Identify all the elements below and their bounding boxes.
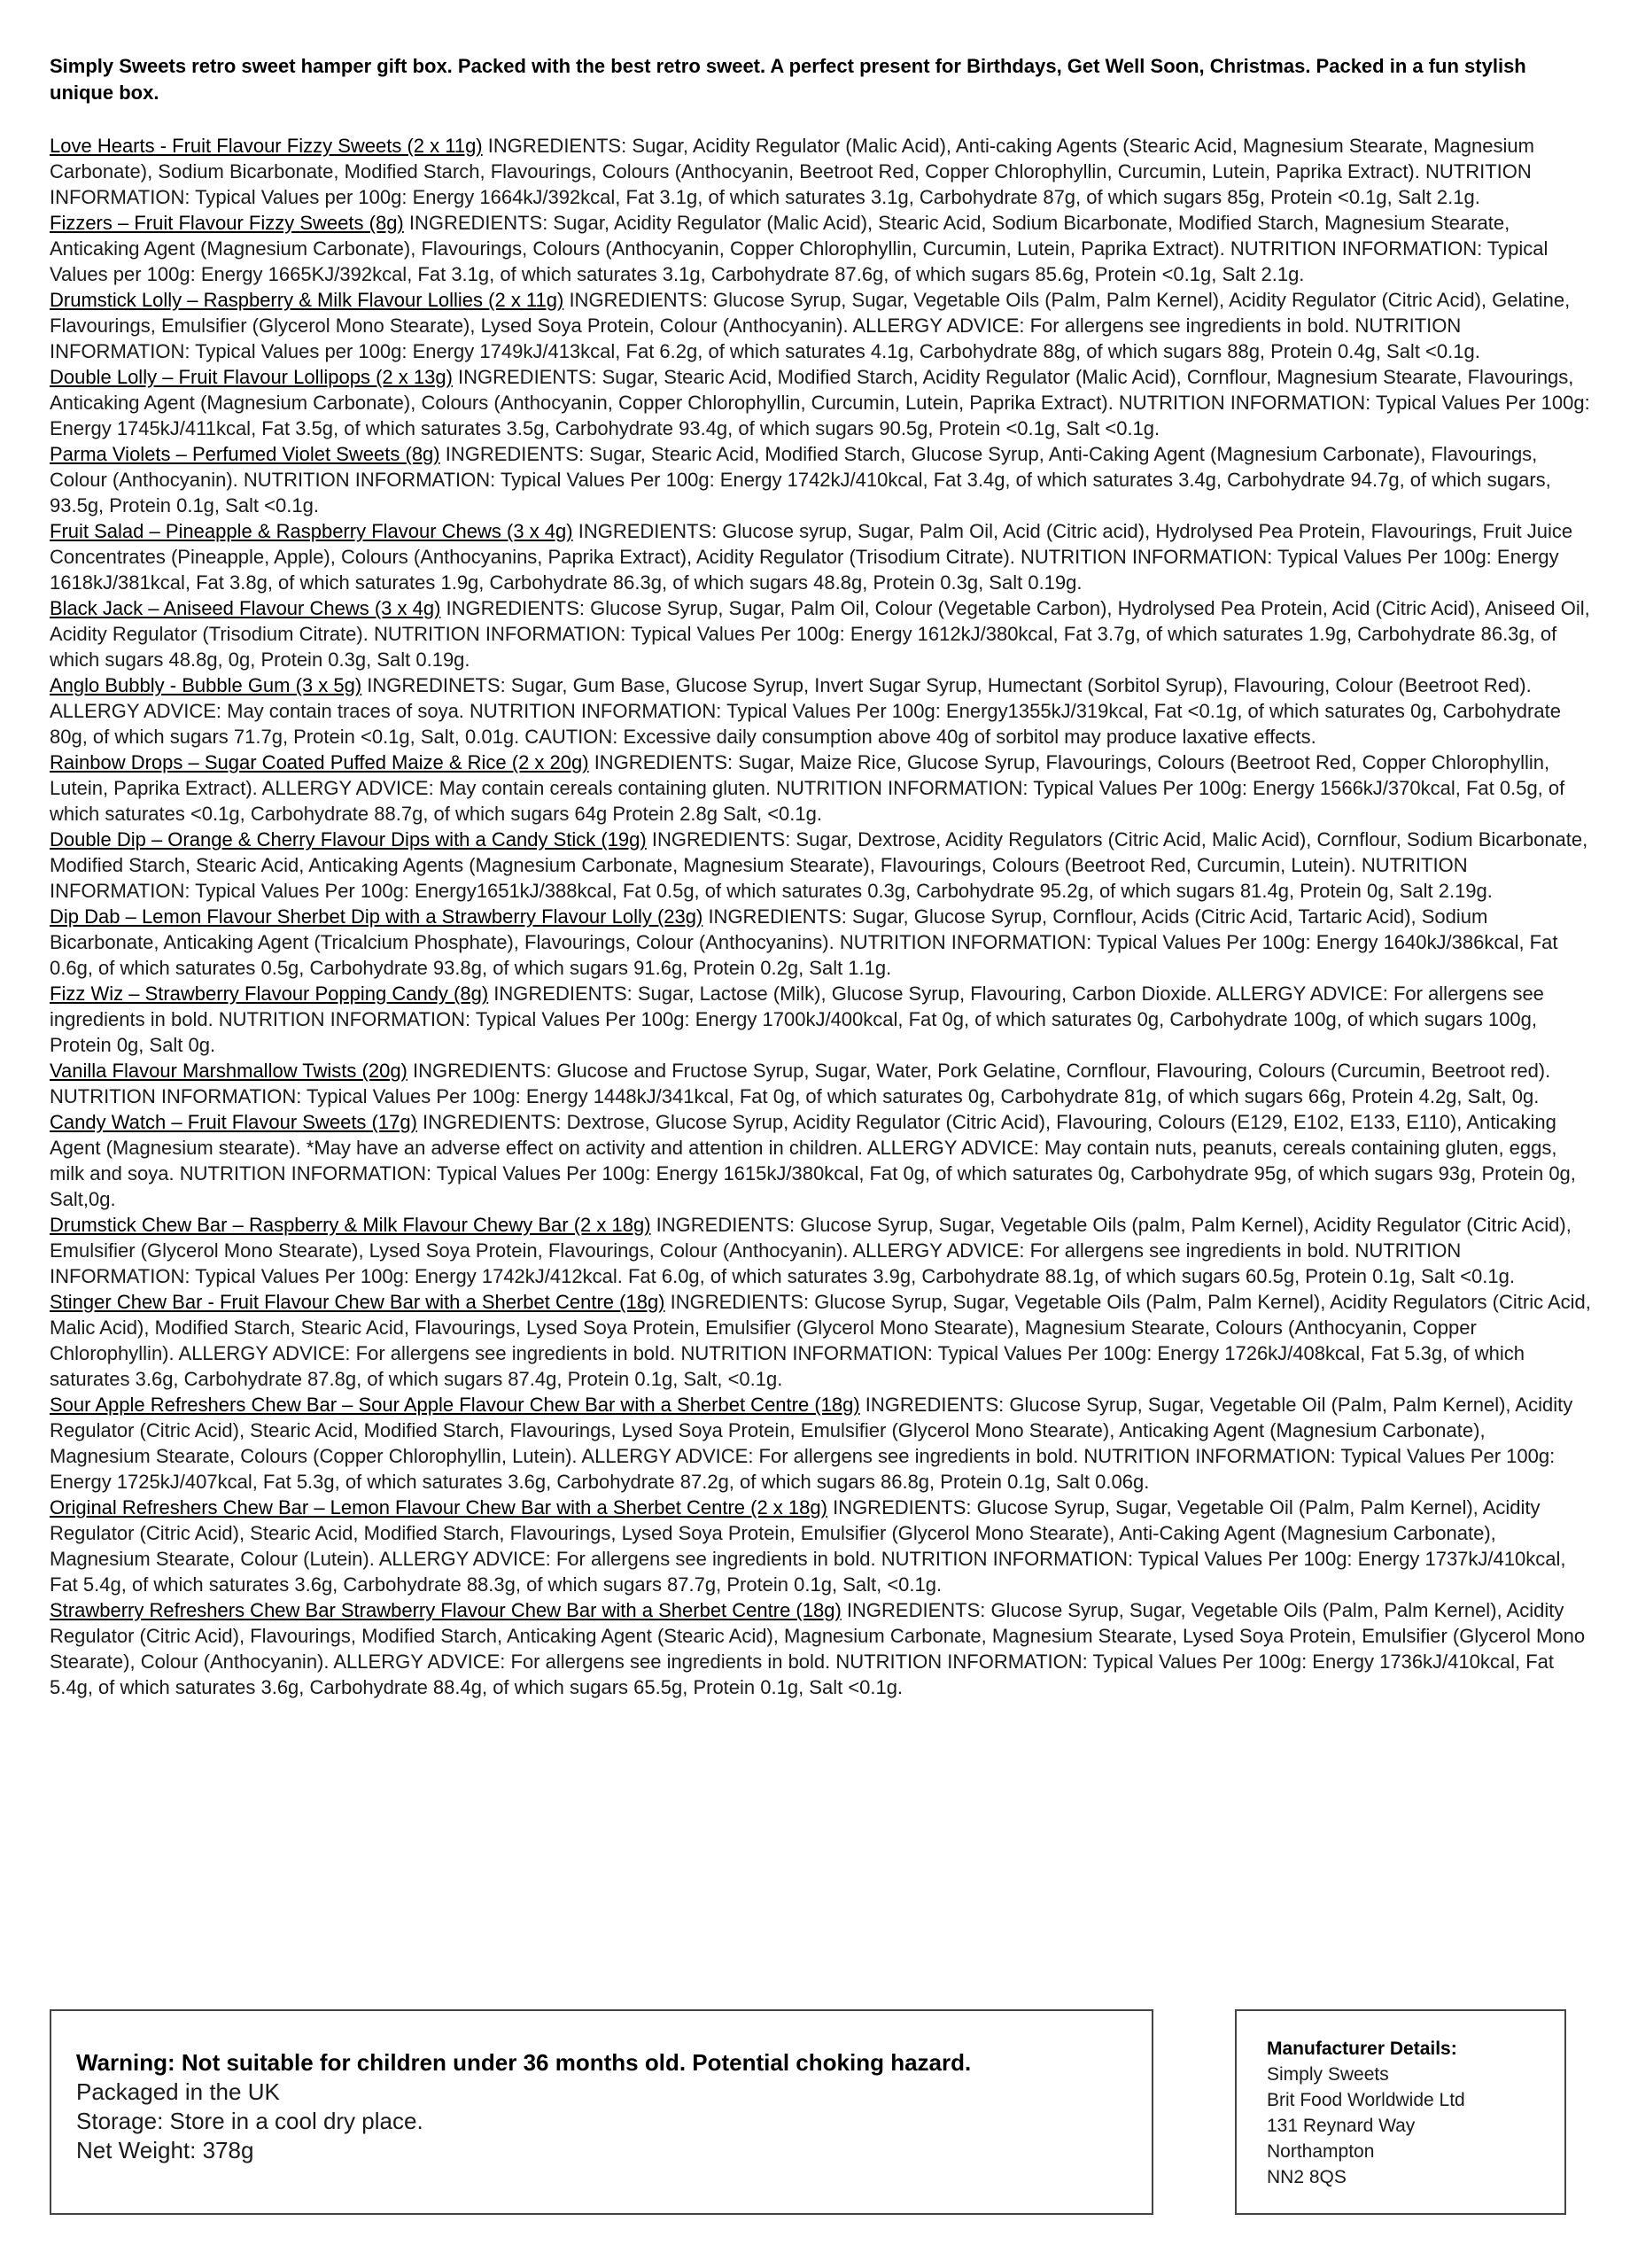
product-title: Double Lolly – Fruit Flavour Lollipops (2 x 13g) [50, 366, 453, 388]
product-details: INGREDIENTS: Glucose Syrup, Sugar, Vegetable Oil (Palm, Palm Kernel), Acidity Regulator (Citric Acid), Stearic Acid, Modified Starch, Flavourings, Lysed Soya Protein, Emulsifier (Glycerol Mono Stearate), Anti-Caking Agent (Magnesium Carbonate), Magnesium Stearate, Colour (Lutein). ALLERGY ADVICE: For allergens see ingredients in bold. NUTRITION INFORMATION: Typical Values Per 100g: Energy 1737kJ/410kcal, Fat 5.4g, of which saturates 3.6g, Carbohydrate 88.3g, of which sugars 87.7g, Protein 0.1g, Salt, <0.1g. [50, 1496, 1566, 1596]
product-details: INGREDIENTS: Glucose Syrup, Sugar, Vegetable Oil (Palm, Palm Kernel), Acidity Regulator (Citric Acid), Stearic Acid, Modified Starch, Flavourings, Lysed Soya Protein, Emulsifier (Glycerol Mono Stearate), Anticaking Agent (Magnesium Carbonate), Magnesium Stearate, Colours (Copper Chlorophyllin, Lutein). ALLERGY ADVICE: For allergens see ingredients in bold. NUTRITION INFORMATION: Typical Values Per 100g: Energy 1725kJ/407kcal, Fat 5.3g, of which saturates 3.6g, Carbohydrate 87.2g, of which sugars 86.8g, Protein 0.1g, Salt 0.06g. [50, 1394, 1573, 1493]
product-details: INGREDIENTS: Sugar, Stearic Acid, Modified Starch, Acidity Regulator (Malic Acid), Cornflour, Magnesium Stearate, Flavourings, Anticaking Agent (Magnesium Carbonate), Colours (Anthocyanin, Copper Chlorophyllin, Curcumin, Lutein, Paprika Extract). NUTRITION INFORMATION: Typical Values Per 100g: Energy 1745kJ/411kcal, Fat 3.5g, of which saturates 3.5g, Carbohydrate 93.4g, of which sugars 90.5g, Protein <0.1g, Salt <0.1g. [50, 366, 1590, 439]
product-title: Black Jack – Aniseed Flavour Chews (3 x 4g) [50, 597, 441, 619]
product-title: Fruit Salad – Pineapple & Raspberry Flavour Chews (3 x 4g) [50, 520, 573, 542]
product-details: INGREDINETS: Sugar, Gum Base, Glucose Syrup, Invert Sugar Syrup, Humectant (Sorbitol Syrup), Flavouring, Colour (Beetroot Red). ALLERGY ADVICE: May contain traces of soya. NUTRITION INFORMATION: Typical Values Per 100g: Energy1355kJ/319kcal, Fat <0.1g, of which saturates 0g, Carbohydrate 80g, of which sugars 71.7g, Protein <0.1g, Salt, 0.01g. CAUTION: Excessive daily consumption above 40g of sorbitol may produce laxative effects. [50, 674, 1561, 748]
net-weight-line: Net Weight: 378g [76, 2137, 254, 2163]
product-entry [50, 1109, 1591, 1212]
intro-heading: Simply Sweets retro sweet hamper gift box. Packed with the best retro sweet. A perfect present for Birthdays, Get Well Soon, Christmas. Packed in a fun stylish unique box. [50, 55, 1526, 104]
manufacturer-line: 131 Reynard Way [1267, 2116, 1416, 2136]
product-title: Drumstick Lolly – Raspberry & Milk Flavour Lollies (2 x 11g) [50, 289, 564, 311]
product-entry [50, 364, 1591, 441]
product-title: Original Refreshers Chew Bar – Lemon Flavour Chew Bar with a Sherbet Centre (2 x 18g) [50, 1496, 827, 1518]
product-details: INGREDIENTS: Sugar, Dextrose, Acidity Regulators (Citric Acid, Malic Acid), Cornflour, Sodium Bicarbonate, Modified Starch, Stearic Acid, Anticaking Agents (Magnesium Carbonate, Magnesium Stearate), Flavourings, Colours (Beetroot Red, Curcumin, Lutein). NUTRITION INFORMATION: Typical Values Per 100g: Energy1651kJ/388kcal, Fat 0.5g, of which saturates 0.3g, Carbohydrate 95.2g, of which sugars 81.4g, Protein 0g, Salt 2.19g. [50, 828, 1588, 902]
manufacturer-box [1235, 2009, 1566, 2215]
product-entry [50, 827, 1591, 904]
product-details: INGREDIENTS: Sugar, Lactose (Milk), Glucose Syrup, Flavouring, Carbon Dioxide. ALLERGY ADVICE: For allergens see ingredients in bold. NUTRITION INFORMATION: Typical Values Per 100g: Energy 1700kJ/400kcal, Fat 0g, of which saturates 0g, Carbohydrate 100g, of which sugars 100g, Protein 0g, Salt 0g. [50, 983, 1544, 1056]
product-title: Candy Watch – Fruit Flavour Sweets (17g) [50, 1111, 417, 1133]
product-title: Rainbow Drops – Sugar Coated Puffed Maize & Rice (2 x 20g) [50, 751, 589, 773]
warning-box [50, 2009, 1153, 2215]
product-title: Strawberry Refreshers Chew Bar Strawberry Flavour Chew Bar with a Sherbet Centre (18g) [50, 1599, 842, 1621]
product-title: Fizzers – Fruit Flavour Fizzy Sweets (8g) [50, 212, 404, 234]
product-entry [50, 1058, 1591, 1109]
storage-line: Storage: Store in a cool dry place. [76, 2108, 423, 2134]
manufacturer-line: Brit Food Worldwide Ltd [1267, 2090, 1465, 2110]
product-details: INGREDIENTS: Sugar, Acidity Regulator (Malic Acid), Stearic Acid, Sodium Bicarbonate, Modified Starch, Magnesium Stearate, Anticaking Agent (Magnesium Carbonate), Flavourings, Colours (Anthocyanin, Copper Chlorophyllin, Curcumin, Lutein, Paprika Extract). NUTRITION INFORMATION: Typical Values per 100g: Energy 1665KJ/392kcal, Fat 3.1g, of which saturates 3.1g, Carbohydrate 87.6g, of which sugars 85.6g, Protein <0.1g, Salt 2.1g. [50, 212, 1548, 285]
product-list [50, 133, 1591, 1700]
product-entry [50, 210, 1591, 287]
product-title: Double Dip – Orange & Cherry Flavour Dips with a Candy Stick (19g) [50, 828, 647, 850]
product-details: INGREDIENTS: Glucose Syrup, Sugar, Vegetable Oils (palm, Palm Kernel), Acidity Regulator (Citric Acid), Emulsifier (Glycerol Mono Stearate), Lysed Soya Protein, Flavourings, Colour (Anthocyanin). ALLERGY ADVICE: For allergens see ingredients in bold. NUTRITION INFORMATION: Typical Values Per 100g: Energy 1742kJ/412kcal. Fat 6.0g, of which saturates 3.9g, Carbohydrate 88.1g, of which sugars 60.5g, Protein 0.1g, Salt <0.1g. [50, 1214, 1572, 1287]
product-title: Sour Apple Refreshers Chew Bar – Sour Apple Flavour Chew Bar with a Sherbet Centre (18g) [50, 1394, 860, 1416]
product-title: Stinger Chew Bar - Fruit Flavour Chew Bar with a Sherbet Centre (18g) [50, 1291, 665, 1313]
product-entry [50, 750, 1591, 827]
product-entry [50, 1392, 1591, 1495]
product-entry [50, 981, 1591, 1058]
choking-warning: Warning: Not suitable for children under 36 months old. Potential choking hazard. [76, 2049, 972, 2076]
product-entry [50, 133, 1591, 210]
product-title: Dip Dab – Lemon Flavour Sherbet Dip with a Strawberry Flavour Lolly (23g) [50, 905, 703, 928]
packaged-line: Packaged in the UK [76, 2078, 280, 2105]
product-details: INGREDIENTS: Sugar, Stearic Acid, Modified Starch, Glucose Syrup, Anti-Caking Agent (Magnesium Carbonate), Flavourings, Colour (Anthocyanin). NUTRITION INFORMATION: Typical Values Per 100g: Energy 1742kJ/410kcal, Fat 3.4g, of which saturates 3.4g, Carbohydrate 94.7g, of which sugars, 93.5g, Protein 0.1g, Salt <0.1g. [50, 443, 1551, 517]
product-details: INGREDIENTS: Glucose Syrup, Sugar, Vegetable Oils (Palm, Palm Kernel), Acidity Regulator (Citric Acid), Flavourings, Modified Starch, Anticaking Agent (Stearic Acid), Magnesium Carbonate, Magnesium Stearate, Lysed Soya Protein, Emulsifier (Glycerol Mono Stearate), Colour (Anthocyanin). ALLERGY ADVICE: For allergens see ingredients in bold. NUTRITION INFORMATION: Typical Values Per 100g: Energy 1736kJ/410kcal, Fat 5.4g, of which saturates 3.6g, Carbohydrate 88.4g, of which sugars 65.5g, Protein 0.1g, Salt <0.1g. [50, 1599, 1586, 1698]
product-details: INGREDIENTS: Sugar, Acidity Regulator (Malic Acid), Anti-caking Agents (Stearic Acid, Magnesium Stearate, Magnesium Carbonate), Sodium Bicarbonate, Modified Starch, Flavourings, Colours (Anthocyanin, Beetroot Red, Copper Chlorophyllin, Curcumin, Lutein, Paprika Extract). NUTRITION INFORMATION: Typical Values per 100g: Energy 1664kJ/392kcal, Fat 3.1g, of which saturates 3.1g, Carbohydrate 87g, of which sugars 85g, Protein <0.1g, Salt 2.1g. [50, 135, 1534, 208]
manufacturer-line: NN2 8QS [1267, 2167, 1347, 2187]
product-entry [50, 1212, 1591, 1289]
product-details: INGREDIENTS: Glucose Syrup, Sugar, Vegetable Oils (Palm, Palm Kernel), Acidity Regulators (Citric Acid, Malic Acid), Modified Starch, Stearic Acid, Flavourings, Lysed Soya Protein, Emulsifier (Glycerol Mono Stearate), Magnesium Stearate, Colours (Anthocyanin, Copper Chlorophyllin). ALLERGY ADVICE: For allergens see ingredients in bold. NUTRITION INFORMATION: Typical Values Per 100g: Energy 1726kJ/408kcal, Fat 5.3g, of which saturates 3.6g, Carbohydrate 87.8g, of which sugars 87.4g, Protein 0.1g, Salt, <0.1g. [50, 1291, 1591, 1390]
product-entry [50, 1289, 1591, 1392]
product-entry [50, 1597, 1591, 1700]
product-entry [50, 441, 1591, 518]
product-entry [50, 904, 1591, 981]
product-details: INGREDIENTS: Glucose Syrup, Sugar, Vegetable Oils (Palm, Palm Kernel), Acidity Regulator (Citric Acid), Gelatine, Flavourings, Emulsifier (Glycerol Mono Stearate), Lysed Soya Protein, Colour (Anthocyanin). ALLERGY ADVICE: For allergens see ingredients in bold. NUTRITION INFORMATION: Typical Values per 100g: Energy 1749kJ/413kcal, Fat 6.2g, of which saturates 4.1g, Carbohydrate 88g, of which sugars 88g, Protein 0.4g, Salt <0.1g. [50, 289, 1571, 362]
product-details: INGREDIENTS: Sugar, Maize Rice, Glucose Syrup, Flavourings, Colours (Beetroot Red, Copper Chlorophyllin, Lutein, Paprika Extract). ALLERGY ADVICE: May contain cereals containing gluten. NUTRITION INFORMATION: Typical Values Per 100g: Energy 1566kJ/370kcal, Fat 0.5g, of which saturates <0.1g, Carbohydrate 88.7g, of which sugars 64g Protein 2.8g Salt, <0.1g. [50, 751, 1565, 825]
product-details: INGREDIENTS: Sugar, Glucose Syrup, Cornflour, Acids (Citric Acid, Tartaric Acid), Sodium Bicarbonate, Anticaking Agent (Tricalcium Phosphate), Flavourings, Colour (Anthocyanins). NUTRITION INFORMATION: Typical Values Per 100g: Energy 1640kJ/386kcal, Fat 0.6g, of which saturates 0.5g, Carbohydrate 93.8g, of which sugars 91.6g, Protein 0.2g, Salt 1.1g. [50, 905, 1558, 979]
product-entry [50, 287, 1591, 364]
product-title: Anglo Bubbly - Bubble Gum (3 x 5g) [50, 674, 362, 696]
product-title: Fizz Wiz – Strawberry Flavour Popping Candy (8g) [50, 983, 489, 1005]
product-entry [50, 672, 1591, 750]
product-entry [50, 595, 1591, 672]
product-details: INGREDIENTS: Glucose and Fructose Syrup, Sugar, Water, Pork Gelatine, Cornflour, Flavouring, Colours (Curcumin, Beetroot red). NUTRITION INFORMATION: Typical Values Per 100g: Energy 1448kJ/341kcal, Fat 0g, of which saturates 0g, Carbohydrate 81g, of which sugars 66g, Protein 4.2g, Salt, 0g. [50, 1060, 1551, 1107]
product-title: Drumstick Chew Bar – Raspberry & Milk Flavour Chewy Bar (2 x 18g) [50, 1214, 651, 1236]
product-title: Love Hearts - Fruit Flavour Fizzy Sweets (2 x 11g) [50, 135, 483, 157]
product-details: INGREDIENTS: Glucose syrup, Sugar, Palm Oil, Acid (Citric acid), Hydrolysed Pea Protein, Flavourings, Fruit Juice Concentrates (Pineapple, Apple), Colours (Anthocyanins, Paprika Extract), Acidity Regulator (Trisodium Citrate). NUTRITION INFORMATION: Typical Values Per 100g: Energy 1618kJ/381kcal, Fat 3.8g, of which saturates 1.9g, Carbohydrate 86.3g, of which sugars 48.8g, Protein 0.3g, Salt 0.19g. [50, 520, 1573, 594]
product-title: Parma Violets – Perfumed Violet Sweets (8g) [50, 443, 440, 465]
product-details: INGREDIENTS: Dextrose, Glucose Syrup, Acidity Regulator (Citric Acid), Flavouring, Colours (E129, E102, E133, E110), Anticaking Agent (Magnesium stearate). *May have an adverse effect on activity and attention in children. ALLERGY ADVICE: May contain nuts, peanuts, cereals containing gluten, eggs, milk and soya. NUTRITION INFORMATION: Typical Values Per 100g: Energy 1615kJ/380kcal, Fat 0g, of which saturates 0g, Carbohydrate 95g, of which sugars 93g, Protein 0g, Salt,0g. [50, 1111, 1576, 1210]
manufacturer-line: Simply Sweets [1267, 2064, 1389, 2085]
product-entry [50, 1495, 1591, 1597]
manufacturer-title: Manufacturer Details: [1267, 2039, 1457, 2059]
product-entry [50, 518, 1591, 595]
product-title: Vanilla Flavour Marshmallow Twists (20g) [50, 1060, 408, 1082]
product-details: INGREDIENTS: Glucose Syrup, Sugar, Palm Oil, Colour (Vegetable Carbon), Hydrolysed Pea Protein, Acid (Citric Acid), Aniseed Oil, Acidity Regulator (Trisodium Citrate). NUTRITION INFORMATION: Typical Values Per 100g: Energy 1612kJ/380kcal, Fat 3.7g, of which saturates 1.9g, Carbohydrate 86.3g, of which sugars 48.8g, 0g, Protein 0.3g, Salt 0.19g. [50, 597, 1590, 671]
manufacturer-line: Northampton [1267, 2141, 1375, 2162]
